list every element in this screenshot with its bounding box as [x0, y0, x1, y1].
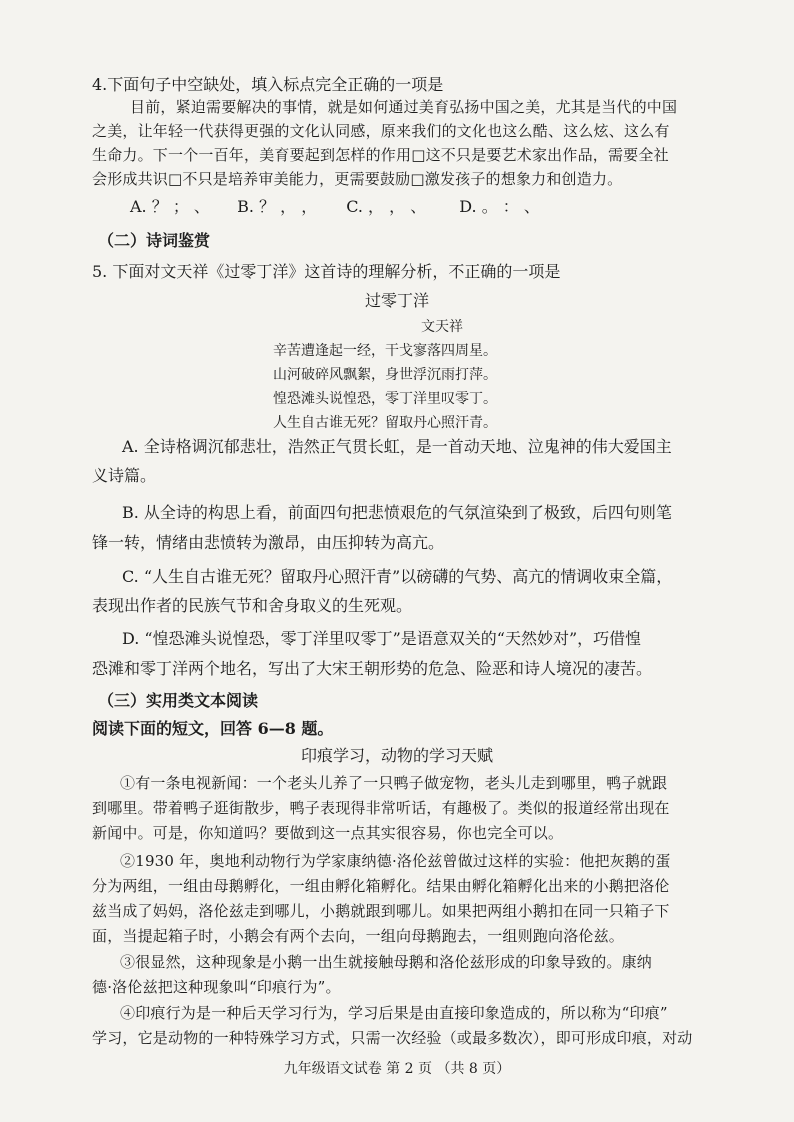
q5-option-b: B. 从全诗的构思上看，前面四句把悲愤艰危的气氛渲染到了极致，后四句则笔: [122, 503, 672, 522]
section2-title: （二）诗词鉴赏: [98, 231, 211, 250]
section3-title: （三）实用类文本阅读: [98, 691, 259, 710]
article-paragraph-line: 德·洛伦兹把这种现象叫“印痕行为”。: [92, 978, 341, 996]
article-title: 印痕学习，动物的学习天赋: [300, 746, 493, 765]
article-paragraph-line: ①有一条电视新闻：一个老头儿养了一只鸭子做宠物，老头儿走到哪里，鸭子就跟: [120, 774, 668, 792]
q5-option-c-cont: 表现出作者的民族气节和舍身取义的生死观。: [92, 596, 413, 615]
q4-passage-line: 生命力。下一个一百年，美育要起到怎样的作用□这不只是要艺术家出作品，需要全社: [92, 146, 669, 164]
page-footer: 九年级语文试卷 第 2 页 （共 8 页）: [283, 1061, 511, 1077]
section3-instruction: 阅读下面的短文，回答 6—8 题。: [92, 719, 334, 738]
q4-passage-line: 目前，紧迫需要解决的事情，就是如何通过美育弘扬中国之美，尤其是当代的中国: [130, 98, 678, 116]
poem-line: 人生自古谁无死？留取丹心照汗青。: [273, 415, 497, 431]
q4-option-c: C. ， ， 、: [346, 197, 427, 216]
q5-option-a: A. 全诗格调沉郁悲壮，浩然正气贯长虹，是一首动天地、泣鬼神的伟大爱国主: [122, 437, 672, 456]
q5-option-d: D. “惶恐滩头说惶恐，零丁洋里叹零丁”是语意双关的“天然妙对”，巧借惶: [122, 629, 642, 648]
poem-line: 惶恐滩头说惶恐，零丁洋里叹零丁。: [273, 391, 497, 407]
q5-option-d-cont: 恐滩和零丁洋两个地名，写出了大宋王朝形势的危急、险恶和诗人境况的凄苦。: [92, 659, 653, 678]
article-paragraph-line: 学习，它是动物的一种特殊学习方式，只需一次经验（或最多数次），即可形成印痕，对动: [92, 1029, 693, 1047]
article-paragraph-line: 分为两组，一组由母鹅孵化，一组由孵化箱孵化。结果由孵化箱孵化出来的小鹅把洛伦: [92, 877, 670, 895]
q5-option-a-cont: 义诗篇。: [92, 466, 157, 485]
q4-option-d: D. 。 ： 、: [459, 197, 540, 216]
poem-title: 过零丁洋: [364, 291, 429, 310]
q4-passage-line: 会形成共识□不只是培养审美能力，更需要鼓励□激发孩子的想象力和创造力。: [92, 170, 623, 188]
article-paragraph-line: ②1930 年，奥地利动物行为学家康纳德·洛伦兹曾做过这样的实验：他把灰鹅的蛋: [120, 852, 671, 870]
article-paragraph-line: ③很显然，这种现象是小鹅一出生就接触母鹅和洛伦兹形成的印象导致的。康纳: [120, 953, 653, 971]
article-paragraph-line: 到哪里。带着鸭子逛街散步，鸭子表现得非常听话，有趣极了。类似的报道经常出现在: [92, 799, 670, 817]
q4-passage-line: 之美，让年轻一代获得更强的文化认同感，原来我们的文化也这么酷、这么炫、这么有: [92, 122, 670, 140]
q4-options: [130, 199, 558, 215]
q5-stem: 5. 下面对文天祥《过零丁洋》这首诗的理解分析，不正确的一项是: [92, 262, 561, 281]
article-paragraph-line: 兹当成了妈妈，洛伦兹走到哪儿，小鹅就跟到哪儿。如果把两组小鹅扣在同一只箱子下: [92, 902, 670, 920]
q5-option-b-cont: 锋一转，情绪由悲愤转为激昂，由压抑转为高亢。: [92, 533, 445, 552]
article-paragraph-line: 新闻中。可是，你知道吗？要做到这一点其实很容易，你也完全可以。: [92, 824, 564, 842]
q5-option-c: C. “人生自古谁无死？留取丹心照汗青”以磅礴的气势、高亢的情调收束全篇，: [122, 567, 673, 586]
q4-option-b: B. ？ ， ，: [237, 197, 318, 216]
q4-option-a: A. ？ ； 、: [130, 197, 210, 216]
q4-stem: 4.下面句子中空缺处，填入标点完全正确的一项是: [92, 75, 444, 94]
article-paragraph-line: 面，当提起箱子时，小鹅会有两个去向，一组向母鹅跑去，一组则跑向洛伦兹。: [92, 927, 625, 945]
article-paragraph-line: ④印痕行为是一种后天学习行为，学习后果是由直接印象造成的，所以称为“印痕”: [120, 1004, 668, 1022]
poem-line: 山河破碎风飘絮，身世浮沉雨打萍。: [273, 367, 497, 383]
poem-author: 文天祥: [421, 319, 463, 335]
poem-line: 辛苦遭逢起一经，干戈寥落四周星。: [273, 343, 497, 359]
